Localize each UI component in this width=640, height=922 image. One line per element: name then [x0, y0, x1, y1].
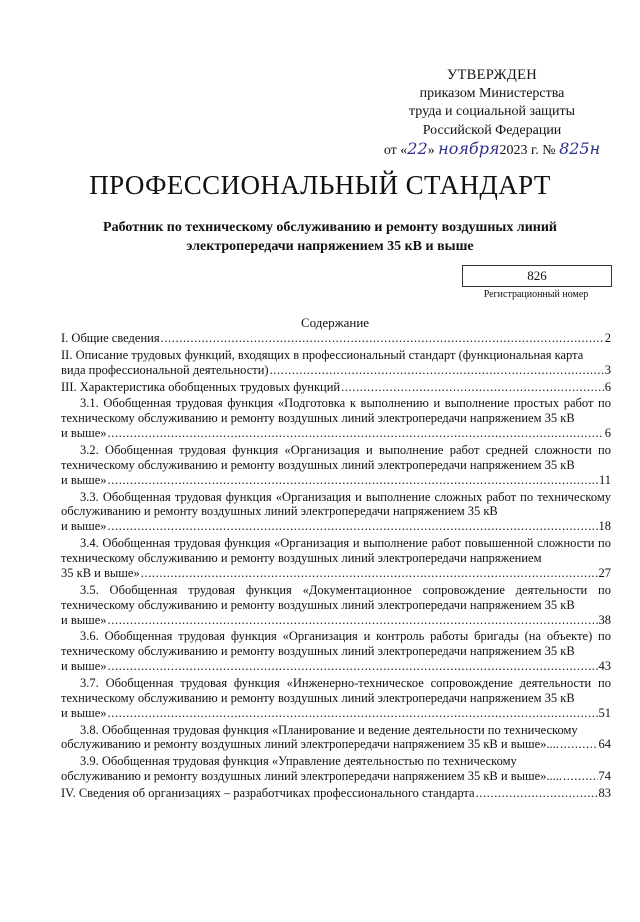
toc-entry-tail: вида профессиональной деятельности) — [61, 362, 269, 377]
toc-dot-leader — [161, 331, 604, 346]
toc-entry — [61, 629, 611, 674]
toc-page-number: 64 — [598, 737, 611, 752]
toc-entry-leader-line — [61, 706, 611, 721]
toc-page-number: 6 — [604, 426, 611, 441]
toc-entry-tail: и выше» — [61, 472, 107, 487]
toc-entry-leader-line — [61, 613, 611, 628]
toc-page-number: 18 — [598, 519, 611, 534]
toc-dot-leader — [560, 737, 598, 752]
handwritten-day: 22 — [407, 139, 428, 158]
registration-caption: Регистрационный номер — [483, 289, 589, 300]
toc-page-number: 83 — [598, 785, 611, 800]
handwritten-month: ноября — [438, 139, 500, 158]
date-year: 2023 г. № — [499, 143, 556, 158]
toc-entry-text: 3.5. Обобщенная трудовая функция «Документационное сопровождение деятельности по техническому обслуживанию и ремонту воздушных линий электропередачи напряжением 35 кВ — [61, 582, 611, 612]
toc-entry-text: 3.4. Обобщенная трудовая функция «Организация и выполнение работ повышенной сложности по техническому обслуживанию и ремонту воздушных линий электропередачи напряжением — [61, 536, 611, 566]
document-subtitle — [60, 219, 600, 256]
toc-entry-tail: обслуживанию и ремонту воздушных линий электропередачи напряжением 35 кВ и выше».... — [61, 737, 559, 752]
toc-entry — [61, 331, 611, 346]
toc-dot-leader — [476, 786, 598, 801]
toc-entry-leader-line — [61, 380, 611, 395]
toc-entry-tail: и выше» — [61, 612, 107, 627]
toc-entry-text: 3.3. Обобщенная трудовая функция «Организация и выполнение сложных работ по техническому обслуживанию и ремонту воздушных линий электропередачи напряжением 35 кВ — [61, 489, 611, 519]
toc-dot-leader — [108, 519, 598, 534]
toc-page-number: 74 — [598, 769, 611, 784]
toc-entry — [61, 396, 611, 441]
toc-dot-leader — [141, 566, 598, 581]
toc-dot-leader — [108, 473, 598, 488]
toc-entry-text: 3.2. Обобщенная трудовая функция «Организация и выполнение работ средней сложности по техническому обслуживанию и ремонту воздушных линий электропередачи напряжением 35 кВ — [61, 442, 611, 472]
toc-entry-text: 3.6. Обобщенная трудовая функция «Организация и контроль работы бригады (на объекте) по техническому обслуживанию и ремонту воздушных линий электропередачи напряжением 35 кВ — [61, 629, 611, 659]
table-of-contents — [61, 331, 611, 803]
document-title: ПРОФЕССИОНАЛЬНЫЙ СТАНДАРТ — [89, 170, 551, 200]
toc-entry-tail: и выше» — [61, 426, 107, 441]
toc-entry — [61, 754, 611, 784]
toc-entry-tail: III. Характеристика обобщенных трудовых функций — [61, 379, 341, 394]
toc-dot-leader — [270, 363, 604, 378]
toc-entry-leader-line — [61, 786, 611, 801]
approval-line-2: труда и социальной защиты — [409, 104, 575, 119]
toc-entry-tail: и выше» — [61, 519, 107, 534]
toc-entry — [61, 443, 611, 488]
toc-entry-text: 3.1. Обобщенная трудовая функция «Подготовка к выполнению и выполнение простых работ по техническому обслуживанию и ремонту воздушных линий электропередачи напряжением 35 кВ — [61, 396, 611, 426]
toc-page-number: 2 — [604, 331, 611, 345]
toc-entry-leader-line — [61, 331, 611, 346]
toc-entry-text: II. Описание трудовых функций, входящих в профессиональный стандарт (функциональная карта — [61, 347, 584, 362]
approval-heading: УТВЕРЖДЕН — [446, 67, 538, 83]
toc-entry — [61, 786, 611, 801]
toc-entry-leader-line — [61, 566, 611, 581]
toc-entry-leader-line — [61, 473, 611, 488]
toc-entry — [61, 348, 611, 378]
toc-dot-leader — [108, 426, 604, 441]
toc-entry-text: 3.8. Обобщенная трудовая функция «Планирование и ведение деятельности по техническому — [80, 722, 578, 737]
toc-entry-tail: 35 кВ и выше» — [61, 565, 140, 580]
toc-entry-leader-line — [61, 519, 611, 534]
toc-page-number: 27 — [598, 565, 611, 580]
toc-entry-tail: и выше» — [61, 705, 107, 720]
toc-entry-text: 3.7. Обобщенная трудовая функция «Инженерно-техническое сопровождение деятельности по техническому обслуживанию и ремонту воздушных линий электропередачи напряжением 35 кВ — [61, 675, 611, 705]
subtitle-line-1: Работник по техническому обслуживанию и ремонту воздушных линий — [103, 220, 557, 235]
toc-entry — [61, 490, 611, 535]
toc-page-number: 11 — [598, 472, 611, 487]
toc-page-number: 6 — [604, 379, 611, 394]
toc-entry-leader-line — [61, 659, 611, 674]
toc-page-number: 38 — [598, 612, 611, 627]
toc-entry — [61, 676, 611, 721]
toc-entry — [61, 583, 611, 628]
date-prefix: от « — [383, 143, 408, 158]
toc-entry-tail: I. Общие сведения — [61, 331, 160, 345]
toc-dot-leader — [341, 380, 604, 395]
approval-block — [372, 66, 612, 161]
toc-entry-tail: и выше» — [61, 659, 107, 674]
approval-line-1: приказом Министерства — [419, 85, 565, 101]
toc-entry — [61, 723, 611, 753]
date-mid: » — [427, 143, 435, 158]
toc-entry-text: 3.9. Обобщенная трудовая функция «Управление деятельностью по техническому — [80, 754, 517, 769]
toc-page-number: 43 — [598, 659, 611, 674]
toc-page-number: 3 — [604, 362, 611, 377]
handwritten-order-number: 825н — [559, 139, 601, 158]
approval-date-line — [372, 140, 612, 161]
toc-entry-leader-line — [61, 769, 611, 784]
subtitle-line-2: электропередачи напряжением 35 кВ и выше — [186, 238, 474, 254]
toc-entry-leader-line — [61, 363, 611, 378]
toc-entry-leader-line — [61, 426, 611, 441]
toc-entry-tail: IV. Сведения об организациях – разработчиках профессионального стандарта — [61, 785, 475, 800]
toc-dot-leader — [108, 706, 598, 721]
toc-entry — [61, 536, 611, 581]
toc-entry-tail: обслуживанию и ремонту воздушных линий электропередачи напряжением 35 кВ и выше»..... — [61, 769, 563, 784]
contents-heading: Содержание — [300, 315, 370, 330]
toc-dot-leader — [108, 659, 598, 674]
approval-line-3: Российской Федерации — [422, 122, 562, 138]
toc-entry-leader-line — [61, 737, 611, 752]
toc-page-number: 51 — [598, 705, 611, 720]
toc-entry — [61, 380, 611, 395]
registration-number-box: 826 — [462, 265, 612, 287]
toc-dot-leader — [563, 769, 597, 784]
toc-dot-leader — [108, 613, 598, 628]
